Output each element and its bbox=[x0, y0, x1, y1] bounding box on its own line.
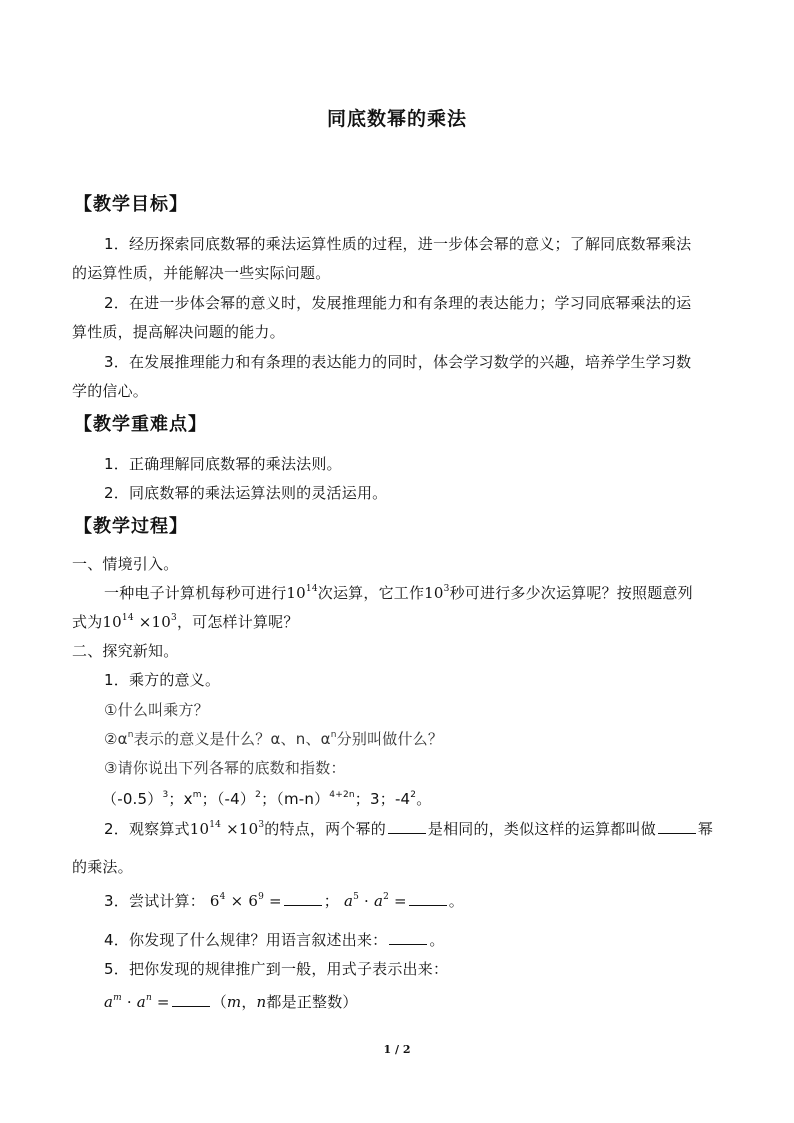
section-heading-objectives: 【教学目标】 bbox=[74, 194, 188, 215]
section-heading-process: 【教学过程】 bbox=[74, 516, 188, 537]
answer-blank[interactable] bbox=[389, 932, 427, 945]
question-1c: ③请你说出下列各幂的底数和指数： bbox=[104, 759, 346, 777]
section-heading-key-points: 【教学重难点】 bbox=[74, 414, 207, 435]
objective-1-line-2: 的运算性质，并能解决一些实际问题。 bbox=[72, 264, 331, 282]
answer-blank[interactable] bbox=[284, 893, 322, 906]
question-2-line-2: 的乘法。 bbox=[72, 858, 133, 876]
objective-1-line-1: 1．经历探索同底数幂的乘法运算性质的过程，进一步体会幂的意义；了解同底数幂乘法 bbox=[104, 235, 692, 253]
page-number: 1 / 2 bbox=[383, 1043, 411, 1056]
question-1b: $②\alpha^n$表示的意义是什么？α、n、$\alpha^n$分别叫做什么？ bbox=[104, 730, 444, 748]
math-product: $10^{14} \times 10^3$ bbox=[102, 613, 177, 631]
intro-line-1: 一种电子计算机每秒可进行$10^{14}$次运算，它工作$10^3$秒可进行多少次运算呢？按照题意列 bbox=[104, 584, 693, 602]
answer-blank[interactable] bbox=[658, 821, 696, 834]
key-point-2: 2．同底数幂的乘法运算法则的灵活运用。 bbox=[104, 484, 388, 502]
part-1-heading: 一、情境引入。 bbox=[72, 555, 179, 573]
math-10-3: $10^3$ bbox=[424, 584, 450, 602]
question-3: 3．尝试计算： $6^4 \times 6^9$ = ； $a^5 \cdot a^2$ = 。 bbox=[104, 892, 464, 910]
part-2-heading: 二、探究新知。 bbox=[72, 642, 179, 660]
answer-blank[interactable] bbox=[172, 994, 210, 1007]
intro-line-2: 式为$10^{14} \times 10^3$，可怎样计算呢？ bbox=[72, 613, 299, 631]
question-5: 5．把你发现的规律推广到一般，用式子表示出来： bbox=[104, 960, 449, 978]
answer-blank[interactable] bbox=[409, 893, 447, 906]
question-2-line-1: 2．观察算式$10^{14} \times 10^3$的特点，两个幂的 是相同的，类似这样的运算都叫做 幂 bbox=[104, 820, 714, 838]
key-point-1: 1．正确理解同底数幂的乘法法则。 bbox=[104, 455, 342, 473]
question-1a: ①什么叫乘方？ bbox=[104, 701, 209, 719]
general-formula: $a^m \cdot a^n = (m$，n都是正整数） bbox=[104, 993, 358, 1011]
answer-blank[interactable] bbox=[388, 821, 426, 834]
objective-3-line-1: 3．在发展推理能力和有条理的表达能力的同时，体会学习数学的兴趣，培养学生学习数 bbox=[104, 353, 692, 371]
objective-2-line-1: 2．在进一步体会幂的意义时，发展推理能力和有条理的表达能力；学习同底幂乘法的运 bbox=[104, 294, 692, 312]
question-1: 1．乘方的意义。 bbox=[104, 671, 221, 689]
math-10-14: $10^{14}$ bbox=[286, 584, 318, 602]
question-4: 4．你发现了什么规律？用语言叙述出来： 。 bbox=[104, 931, 445, 949]
page-title: 同底数幂的乘法 bbox=[326, 108, 467, 130]
powers-list: $(-0.5)^3$；$x^m$；$(-4)^2$；$(m-n)^{4+2n}$；3；$-4^2$。 bbox=[102, 790, 432, 808]
objective-3-line-2: 学的信心。 bbox=[72, 382, 149, 400]
objective-2-line-2: 算性质，提高解决问题的能力。 bbox=[72, 323, 285, 341]
